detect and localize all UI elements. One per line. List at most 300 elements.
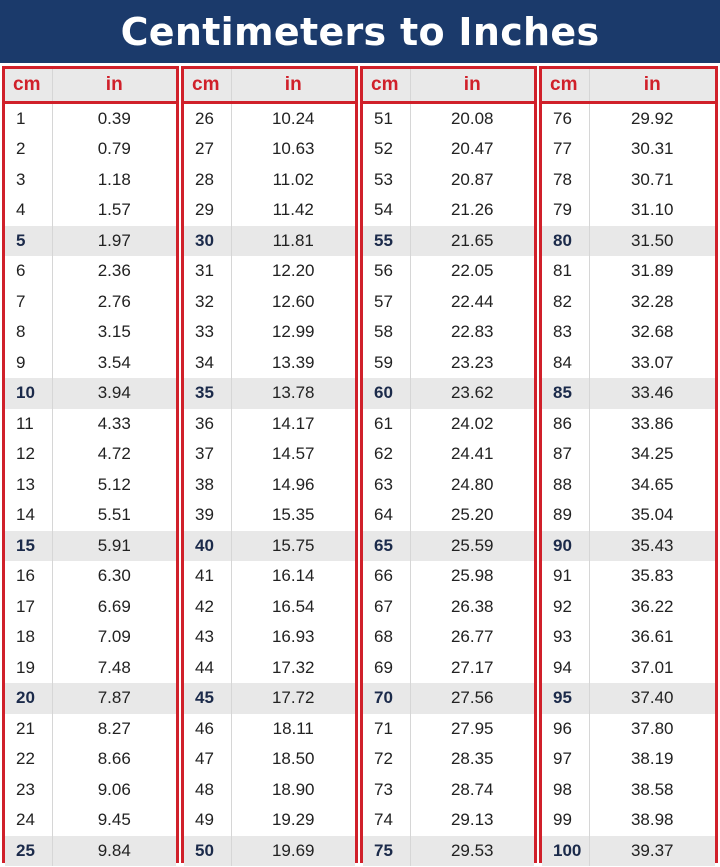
table-row	[184, 348, 355, 379]
table-row	[184, 683, 355, 714]
table-row	[5, 805, 176, 836]
inch-value: 38.98	[630, 810, 674, 830]
inch-value: 35.83	[630, 566, 674, 586]
inch-value: 24.80	[450, 474, 494, 494]
cm-value: 94	[542, 653, 589, 684]
inch-value: 12.60	[271, 291, 315, 311]
table-row	[363, 714, 534, 745]
table-row	[363, 531, 534, 562]
table-row	[5, 744, 176, 775]
inch-value: 32.68	[630, 322, 674, 342]
inch-value: 20.87	[450, 169, 494, 189]
cm-value: 57	[363, 287, 410, 318]
inch-value: 15.75	[231, 531, 355, 562]
cm-value: 13	[5, 470, 52, 501]
inch-value: 23.62	[410, 378, 534, 409]
inch-value: 7.48	[97, 657, 131, 677]
inch-value: 21.26	[450, 200, 494, 220]
table-row	[542, 775, 715, 806]
cm-value: 92	[542, 592, 589, 623]
cm-value: 30	[184, 226, 231, 257]
cm-value: 21	[5, 714, 52, 745]
table-row	[363, 775, 534, 806]
cm-value: 55	[363, 226, 410, 257]
table-row	[363, 317, 534, 348]
table-row	[184, 226, 355, 257]
cm-value: 6	[5, 256, 52, 287]
conversion-table-block	[181, 66, 358, 863]
table-row	[5, 500, 176, 531]
cm-value: 44	[184, 653, 231, 684]
cm-column-header: cm	[184, 69, 231, 102]
inch-value: 25.59	[410, 531, 534, 562]
inch-value: 39.37	[589, 836, 715, 867]
inch-value: 30.31	[630, 139, 674, 159]
table-row	[363, 409, 534, 440]
table-row	[542, 256, 715, 287]
table-row	[5, 409, 176, 440]
table-row	[184, 256, 355, 287]
inch-value: 9.06	[97, 779, 131, 799]
inch-value: 13.78	[231, 378, 355, 409]
cm-value: 40	[184, 531, 231, 562]
inch-value: 1.18	[97, 169, 131, 189]
cm-value: 14	[5, 500, 52, 531]
table-row	[5, 622, 176, 653]
table-row	[184, 500, 355, 531]
table-row	[542, 622, 715, 653]
inch-value: 27.95	[450, 718, 494, 738]
table-row	[542, 714, 715, 745]
table-row	[363, 561, 534, 592]
cm-value: 9	[5, 348, 52, 379]
inch-value: 24.41	[450, 444, 494, 464]
table-row	[363, 378, 534, 409]
cm-value: 88	[542, 470, 589, 501]
table-row	[542, 500, 715, 531]
table-row	[542, 744, 715, 775]
inch-value: 10.24	[271, 108, 315, 128]
cm-value: 18	[5, 622, 52, 653]
inch-value: 16.54	[271, 596, 315, 616]
cm-value: 61	[363, 409, 410, 440]
inch-value: 14.57	[271, 444, 315, 464]
inch-value: 18.90	[271, 779, 315, 799]
table-row	[363, 683, 534, 714]
table-row	[363, 256, 534, 287]
table-row	[184, 714, 355, 745]
header-row	[542, 69, 715, 102]
inch-value: 30.71	[630, 169, 674, 189]
in-column-header: in	[410, 69, 534, 102]
inch-value: 18.50	[271, 749, 315, 769]
inch-value: 31.89	[630, 261, 674, 281]
inch-value: 7.87	[52, 683, 176, 714]
table-row	[363, 348, 534, 379]
cm-value: 12	[5, 439, 52, 470]
cm-value: 74	[363, 805, 410, 836]
table-row	[184, 531, 355, 562]
table-row	[542, 134, 715, 165]
inch-value: 35.04	[630, 505, 674, 525]
cm-value: 78	[542, 165, 589, 196]
inch-value: 10.63	[271, 139, 315, 159]
conversion-tables	[0, 64, 720, 867]
table-row	[363, 226, 534, 257]
table-row	[542, 683, 715, 714]
table-row	[5, 317, 176, 348]
inch-value: 36.22	[630, 596, 674, 616]
cm-value: 56	[363, 256, 410, 287]
cm-value: 62	[363, 439, 410, 470]
table-row	[542, 805, 715, 836]
inch-value: 24.02	[450, 413, 494, 433]
cm-value: 81	[542, 256, 589, 287]
cm-value: 79	[542, 195, 589, 226]
table-row	[5, 165, 176, 196]
inch-value: 20.08	[450, 108, 494, 128]
table-row	[363, 744, 534, 775]
inch-value: 9.84	[52, 836, 176, 867]
cm-value: 82	[542, 287, 589, 318]
cm-value: 85	[542, 378, 589, 409]
header-row	[363, 69, 534, 102]
cm-value: 17	[5, 592, 52, 623]
in-column-header: in	[52, 69, 176, 102]
inch-value: 11.02	[272, 169, 314, 189]
cm-value: 4	[5, 195, 52, 226]
inch-value: 37.80	[630, 718, 674, 738]
table-row	[542, 195, 715, 226]
inch-value: 17.32	[271, 657, 315, 677]
inch-value: 6.30	[97, 566, 131, 586]
cm-value: 47	[184, 744, 231, 775]
inch-value: 9.45	[97, 810, 131, 830]
inch-value: 26.77	[450, 627, 494, 647]
cm-value: 97	[542, 744, 589, 775]
conversion-table	[184, 69, 355, 866]
inch-value: 38.58	[630, 779, 674, 799]
table-row	[542, 409, 715, 440]
cm-value: 8	[5, 317, 52, 348]
table-row	[184, 836, 355, 867]
inch-value: 4.72	[97, 444, 131, 464]
table-row	[542, 348, 715, 379]
cm-value: 43	[184, 622, 231, 653]
table-row	[184, 102, 355, 134]
inch-value: 3.15	[97, 322, 131, 342]
inch-value: 33.86	[630, 413, 674, 433]
table-row	[184, 805, 355, 836]
table-row	[5, 348, 176, 379]
inch-value: 23.23	[450, 352, 494, 372]
cm-value: 32	[184, 287, 231, 318]
cm-value: 99	[542, 805, 589, 836]
cm-value: 67	[363, 592, 410, 623]
inch-value: 14.17	[271, 413, 315, 433]
table-row	[184, 409, 355, 440]
cm-value: 87	[542, 439, 589, 470]
conversion-table	[5, 69, 176, 866]
title-banner	[0, 0, 720, 63]
inch-value: 29.92	[630, 108, 674, 128]
table-row	[5, 775, 176, 806]
table-row	[363, 592, 534, 623]
cm-column-header: cm	[542, 69, 589, 102]
table-row	[184, 165, 355, 196]
cm-value: 73	[363, 775, 410, 806]
cm-value: 53	[363, 165, 410, 196]
inch-value: 25.20	[450, 505, 494, 525]
cm-value: 46	[184, 714, 231, 745]
table-row	[542, 592, 715, 623]
table-row	[5, 439, 176, 470]
table-row	[184, 744, 355, 775]
table-row	[363, 805, 534, 836]
inch-value: 4.33	[97, 413, 131, 433]
table-row	[5, 561, 176, 592]
cm-value: 20	[5, 683, 52, 714]
inch-value: 22.83	[450, 322, 494, 342]
inch-value: 28.74	[450, 779, 494, 799]
table-row	[363, 134, 534, 165]
table-row	[363, 470, 534, 501]
table-row	[363, 836, 534, 867]
inch-value: 11.42	[272, 200, 314, 220]
inch-value: 18.11	[272, 718, 314, 738]
cm-value: 19	[5, 653, 52, 684]
cm-value: 7	[5, 287, 52, 318]
cm-value: 86	[542, 409, 589, 440]
inch-value: 0.79	[97, 139, 131, 159]
inch-value: 16.93	[271, 627, 315, 647]
table-row	[5, 592, 176, 623]
cm-value: 91	[542, 561, 589, 592]
cm-value: 29	[184, 195, 231, 226]
inch-value: 31.50	[589, 226, 715, 257]
cm-value: 11	[5, 409, 52, 440]
table-row	[5, 683, 176, 714]
cm-value: 16	[5, 561, 52, 592]
cm-value: 93	[542, 622, 589, 653]
cm-column-header: cm	[363, 69, 410, 102]
cm-value: 54	[363, 195, 410, 226]
inch-value: 13.39	[271, 352, 315, 372]
table-row	[363, 195, 534, 226]
cm-value: 76	[542, 102, 589, 134]
cm-column-header: cm	[5, 69, 52, 102]
table-row	[5, 134, 176, 165]
cm-value: 75	[363, 836, 410, 867]
inch-value: 5.12	[97, 474, 131, 494]
table-row	[5, 714, 176, 745]
conversion-table-block	[539, 66, 718, 863]
table-row	[5, 195, 176, 226]
inch-value: 7.09	[97, 627, 131, 647]
cm-value: 72	[363, 744, 410, 775]
table-row	[5, 226, 176, 257]
inch-value: 2.76	[97, 291, 131, 311]
inch-value: 2.36	[97, 261, 131, 281]
cm-value: 83	[542, 317, 589, 348]
inch-value: 6.69	[97, 596, 131, 616]
table-row	[542, 102, 715, 134]
table-row	[5, 102, 176, 134]
cm-value: 1	[5, 102, 52, 134]
table-row	[363, 500, 534, 531]
cm-value: 58	[363, 317, 410, 348]
table-row	[542, 317, 715, 348]
inch-value: 37.01	[630, 657, 674, 677]
cm-value: 34	[184, 348, 231, 379]
cm-value: 37	[184, 439, 231, 470]
cm-value: 10	[5, 378, 52, 409]
inch-value: 38.19	[630, 749, 674, 769]
inch-value: 22.05	[450, 261, 494, 281]
header-row	[184, 69, 355, 102]
cm-value: 98	[542, 775, 589, 806]
table-row	[184, 775, 355, 806]
table-row	[184, 653, 355, 684]
cm-value: 50	[184, 836, 231, 867]
cm-value: 23	[5, 775, 52, 806]
inch-value: 1.97	[52, 226, 176, 257]
inch-value: 5.51	[97, 505, 131, 525]
inch-value: 15.35	[271, 505, 315, 525]
inch-value: 12.99	[271, 322, 315, 342]
inch-value: 3.54	[97, 352, 131, 372]
cm-value: 3	[5, 165, 52, 196]
cm-value: 36	[184, 409, 231, 440]
inch-value: 20.47	[450, 139, 494, 159]
inch-value: 31.10	[630, 200, 674, 220]
cm-value: 38	[184, 470, 231, 501]
cm-value: 41	[184, 561, 231, 592]
cm-value: 42	[184, 592, 231, 623]
table-row	[363, 439, 534, 470]
table-row	[5, 836, 176, 867]
cm-value: 35	[184, 378, 231, 409]
cm-value: 84	[542, 348, 589, 379]
cm-value: 64	[363, 500, 410, 531]
cm-value: 69	[363, 653, 410, 684]
table-row	[5, 378, 176, 409]
inch-value: 33.07	[630, 352, 674, 372]
table-row	[542, 439, 715, 470]
cm-value: 2	[5, 134, 52, 165]
table-row	[542, 653, 715, 684]
cm-value: 27	[184, 134, 231, 165]
cm-value: 60	[363, 378, 410, 409]
cm-value: 49	[184, 805, 231, 836]
table-row	[542, 836, 715, 867]
conversion-table	[542, 69, 715, 866]
table-row	[184, 134, 355, 165]
cm-value: 25	[5, 836, 52, 867]
table-row	[542, 226, 715, 257]
table-row	[542, 561, 715, 592]
conversion-table-block	[360, 66, 537, 863]
conversion-table	[363, 69, 534, 866]
table-row	[184, 378, 355, 409]
cm-value: 28	[184, 165, 231, 196]
cm-value: 63	[363, 470, 410, 501]
cm-value: 80	[542, 226, 589, 257]
table-row	[184, 439, 355, 470]
inch-value: 21.65	[410, 226, 534, 257]
table-row	[542, 470, 715, 501]
inch-value: 3.94	[52, 378, 176, 409]
inch-value: 32.28	[630, 291, 674, 311]
cm-value: 5	[5, 226, 52, 257]
table-row	[363, 287, 534, 318]
cm-value: 26	[184, 102, 231, 134]
inch-value: 16.14	[271, 566, 315, 586]
inch-value: 36.61	[630, 627, 674, 647]
inch-value: 25.98	[450, 566, 494, 586]
cm-value: 77	[542, 134, 589, 165]
inch-value: 11.81	[231, 226, 355, 257]
cm-value: 70	[363, 683, 410, 714]
cm-value: 33	[184, 317, 231, 348]
table-row	[542, 165, 715, 196]
inch-value: 29.13	[450, 810, 494, 830]
cm-value: 48	[184, 775, 231, 806]
inch-value: 19.69	[231, 836, 355, 867]
table-row	[363, 102, 534, 134]
cm-value: 100	[542, 836, 589, 867]
table-row	[184, 317, 355, 348]
inch-value: 8.27	[97, 718, 131, 738]
cm-value: 96	[542, 714, 589, 745]
cm-value: 90	[542, 531, 589, 562]
inch-value: 26.38	[450, 596, 494, 616]
table-row	[184, 470, 355, 501]
table-row	[5, 531, 176, 562]
cm-value: 59	[363, 348, 410, 379]
table-row	[5, 470, 176, 501]
inch-value: 27.17	[450, 657, 494, 677]
table-row	[184, 287, 355, 318]
inch-value: 1.57	[97, 200, 131, 220]
inch-value: 17.72	[231, 683, 355, 714]
cm-value: 51	[363, 102, 410, 134]
cm-value: 89	[542, 500, 589, 531]
table-row	[5, 287, 176, 318]
cm-value: 71	[363, 714, 410, 745]
conversion-table-block	[2, 66, 179, 863]
in-column-header: in	[231, 69, 355, 102]
in-column-header: in	[589, 69, 715, 102]
table-row	[363, 165, 534, 196]
table-row	[5, 653, 176, 684]
cm-value: 45	[184, 683, 231, 714]
page-title: Centimeters to Inches	[120, 9, 600, 54]
table-row	[184, 622, 355, 653]
table-row	[363, 622, 534, 653]
inch-value: 22.44	[450, 291, 494, 311]
cm-value: 95	[542, 683, 589, 714]
cm-value: 31	[184, 256, 231, 287]
inch-value: 27.56	[410, 683, 534, 714]
header-row	[5, 69, 176, 102]
table-row	[184, 592, 355, 623]
table-row	[542, 378, 715, 409]
table-row	[363, 653, 534, 684]
inch-value: 19.29	[271, 810, 315, 830]
inch-value: 12.20	[271, 261, 315, 281]
table-row	[184, 561, 355, 592]
